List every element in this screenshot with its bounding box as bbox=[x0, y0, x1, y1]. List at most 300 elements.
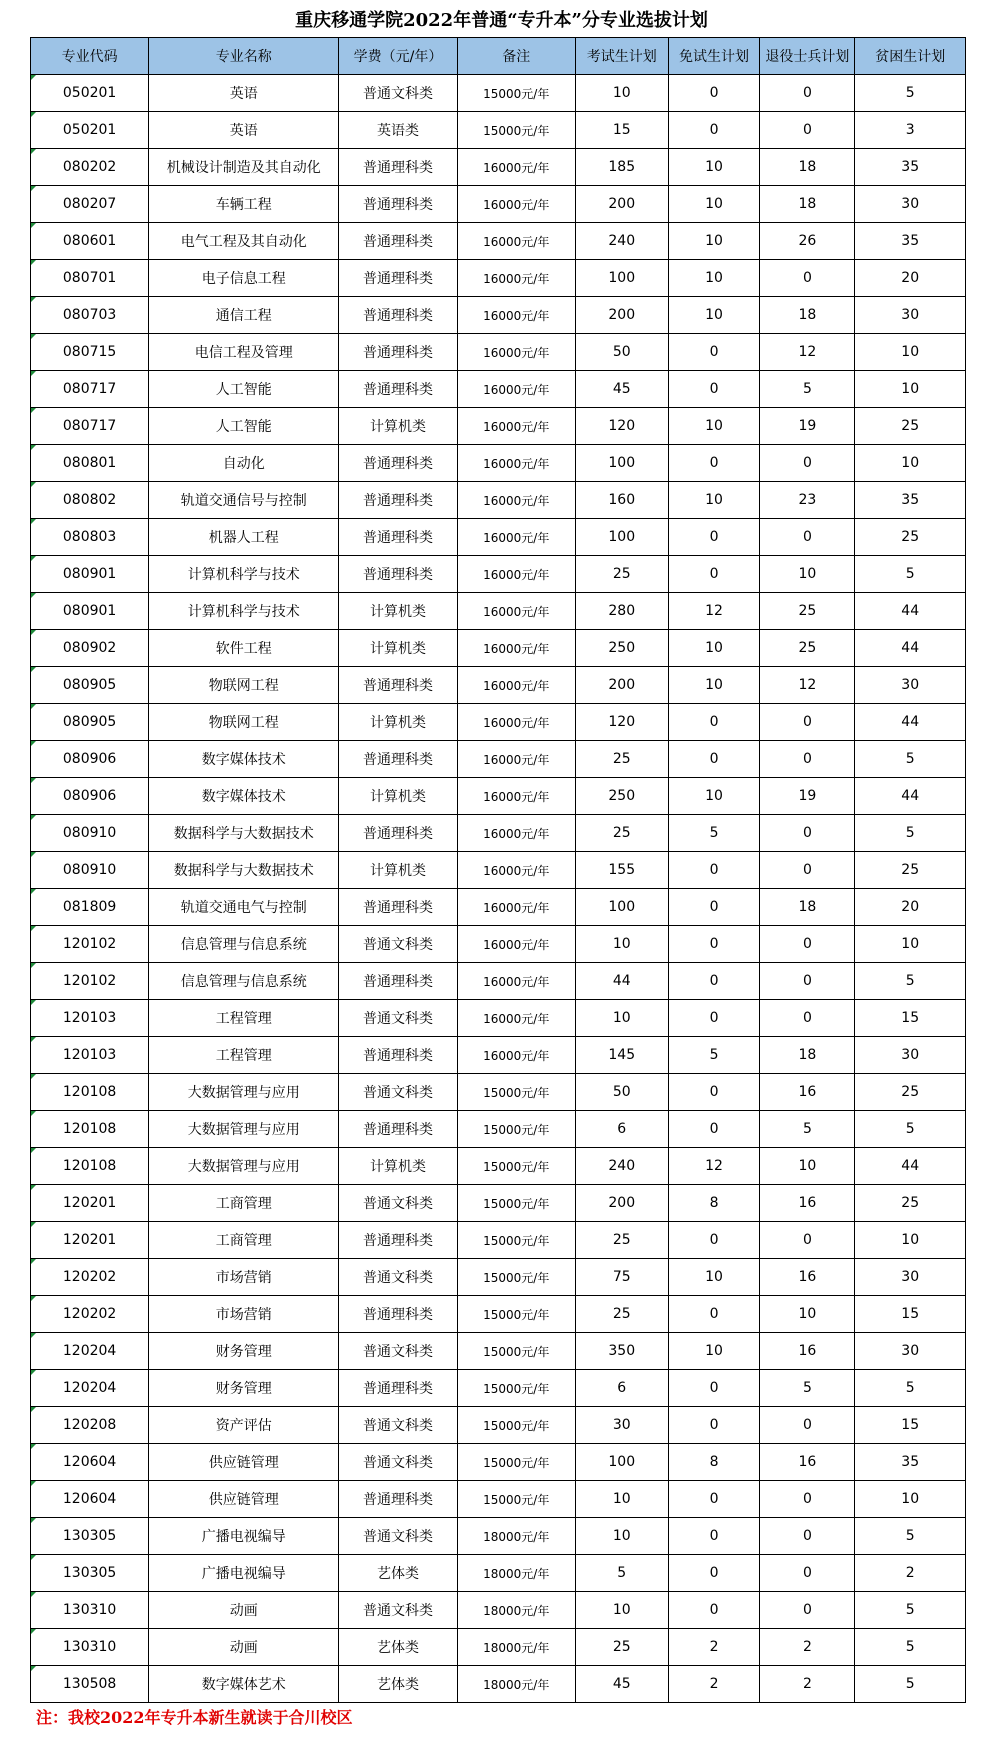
cell-note: 16000元/年 bbox=[457, 1037, 575, 1074]
table-row bbox=[31, 556, 966, 593]
cell-exam-plan: 6 bbox=[575, 1111, 668, 1148]
cell-veteran-plan: 0 bbox=[760, 1592, 855, 1629]
cell-exempt-plan: 0 bbox=[668, 519, 760, 556]
cell-veteran-plan: 0 bbox=[760, 1000, 855, 1037]
cell-major: 供应链管理 bbox=[149, 1444, 339, 1481]
table-row bbox=[31, 1000, 966, 1037]
cell-major: 电气工程及其自动化 bbox=[149, 223, 339, 260]
cell-note: 18000元/年 bbox=[457, 1629, 575, 1666]
cell-exempt-plan: 0 bbox=[668, 1000, 760, 1037]
cell-major: 数据科学与大数据技术 bbox=[149, 852, 339, 889]
cell-category: 艺体类 bbox=[339, 1666, 457, 1703]
cell-category: 普通文科类 bbox=[339, 75, 457, 112]
cell-code: 081809 bbox=[31, 889, 149, 926]
cell-major: 计算机科学与技术 bbox=[149, 593, 339, 630]
cell-note: 16000元/年 bbox=[457, 482, 575, 519]
cell-exempt-plan: 0 bbox=[668, 445, 760, 482]
cell-code: 080910 bbox=[31, 815, 149, 852]
cell-poverty-plan: 5 bbox=[855, 1629, 966, 1666]
cell-code: 080906 bbox=[31, 778, 149, 815]
cell-category: 普通理科类 bbox=[339, 815, 457, 852]
cell-exam-plan: 5 bbox=[575, 1555, 668, 1592]
cell-veteran-plan: 10 bbox=[760, 556, 855, 593]
cell-exempt-plan: 0 bbox=[668, 1481, 760, 1518]
cell-exempt-plan: 12 bbox=[668, 593, 760, 630]
cell-code: 120202 bbox=[31, 1259, 149, 1296]
cell-exempt-plan: 8 bbox=[668, 1185, 760, 1222]
cell-exam-plan: 120 bbox=[575, 408, 668, 445]
cell-note: 16000元/年 bbox=[457, 334, 575, 371]
cell-note: 16000元/年 bbox=[457, 593, 575, 630]
cell-category: 普通理科类 bbox=[339, 963, 457, 1000]
table-row bbox=[31, 963, 966, 1000]
cell-note: 16000元/年 bbox=[457, 519, 575, 556]
cell-code: 080801 bbox=[31, 445, 149, 482]
cell-exempt-plan: 10 bbox=[668, 186, 760, 223]
table-row bbox=[31, 112, 966, 149]
table-row bbox=[31, 1370, 966, 1407]
cell-poverty-plan: 35 bbox=[855, 1444, 966, 1481]
cell-category: 普通理科类 bbox=[339, 371, 457, 408]
cell-veteran-plan: 0 bbox=[760, 1407, 855, 1444]
col-header-poverty-plan: 贫困生计划 bbox=[855, 38, 966, 75]
cell-major: 英语 bbox=[149, 75, 339, 112]
cell-category: 普通理科类 bbox=[339, 149, 457, 186]
cell-major: 通信工程 bbox=[149, 297, 339, 334]
cell-poverty-plan: 25 bbox=[855, 1185, 966, 1222]
cell-major: 数字媒体艺术 bbox=[149, 1666, 339, 1703]
cell-category: 普通文科类 bbox=[339, 1185, 457, 1222]
cell-code: 080905 bbox=[31, 704, 149, 741]
cell-exam-plan: 200 bbox=[575, 1185, 668, 1222]
cell-major: 资产评估 bbox=[149, 1407, 339, 1444]
cell-exempt-plan: 0 bbox=[668, 1370, 760, 1407]
cell-category: 普通理科类 bbox=[339, 1111, 457, 1148]
cell-veteran-plan: 0 bbox=[760, 445, 855, 482]
cell-code: 120103 bbox=[31, 1037, 149, 1074]
cell-veteran-plan: 0 bbox=[760, 112, 855, 149]
cell-code: 130310 bbox=[31, 1629, 149, 1666]
cell-category: 普通理科类 bbox=[339, 223, 457, 260]
cell-poverty-plan: 30 bbox=[855, 667, 966, 704]
cell-exempt-plan: 0 bbox=[668, 926, 760, 963]
cell-exam-plan: 25 bbox=[575, 1296, 668, 1333]
cell-veteran-plan: 18 bbox=[760, 889, 855, 926]
cell-note: 16000元/年 bbox=[457, 852, 575, 889]
cell-poverty-plan: 30 bbox=[855, 1259, 966, 1296]
cell-exempt-plan: 2 bbox=[668, 1629, 760, 1666]
cell-exempt-plan: 0 bbox=[668, 1407, 760, 1444]
cell-category: 普通理科类 bbox=[339, 889, 457, 926]
cell-category: 计算机类 bbox=[339, 1148, 457, 1185]
cell-major: 工商管理 bbox=[149, 1185, 339, 1222]
table-row bbox=[31, 1259, 966, 1296]
cell-category: 普通文科类 bbox=[339, 1407, 457, 1444]
cell-exam-plan: 100 bbox=[575, 519, 668, 556]
cell-exam-plan: 45 bbox=[575, 371, 668, 408]
cell-category: 艺体类 bbox=[339, 1629, 457, 1666]
cell-note: 15000元/年 bbox=[457, 1296, 575, 1333]
cell-poverty-plan: 44 bbox=[855, 704, 966, 741]
table-row bbox=[31, 260, 966, 297]
cell-exempt-plan: 5 bbox=[668, 1037, 760, 1074]
cell-veteran-plan: 16 bbox=[760, 1074, 855, 1111]
cell-exempt-plan: 5 bbox=[668, 815, 760, 852]
table-row bbox=[31, 778, 966, 815]
cell-veteran-plan: 5 bbox=[760, 371, 855, 408]
cell-note: 15000元/年 bbox=[457, 112, 575, 149]
cell-code: 080906 bbox=[31, 741, 149, 778]
cell-note: 15000元/年 bbox=[457, 1074, 575, 1111]
cell-exam-plan: 120 bbox=[575, 704, 668, 741]
cell-veteran-plan: 0 bbox=[760, 963, 855, 1000]
cell-major: 市场营销 bbox=[149, 1296, 339, 1333]
table-row bbox=[31, 1444, 966, 1481]
header-row bbox=[31, 38, 966, 75]
cell-major: 自动化 bbox=[149, 445, 339, 482]
cell-exam-plan: 75 bbox=[575, 1259, 668, 1296]
cell-veteran-plan: 10 bbox=[760, 1148, 855, 1185]
cell-poverty-plan: 15 bbox=[855, 1296, 966, 1333]
cell-veteran-plan: 0 bbox=[760, 704, 855, 741]
cell-poverty-plan: 44 bbox=[855, 778, 966, 815]
cell-note: 16000元/年 bbox=[457, 630, 575, 667]
table-row bbox=[31, 741, 966, 778]
cell-poverty-plan: 10 bbox=[855, 926, 966, 963]
cell-major: 财务管理 bbox=[149, 1333, 339, 1370]
cell-category: 普通理科类 bbox=[339, 741, 457, 778]
cell-category: 英语类 bbox=[339, 112, 457, 149]
cell-note: 15000元/年 bbox=[457, 1333, 575, 1370]
cell-poverty-plan: 5 bbox=[855, 1518, 966, 1555]
cell-poverty-plan: 44 bbox=[855, 630, 966, 667]
cell-note: 16000元/年 bbox=[457, 741, 575, 778]
cell-poverty-plan: 15 bbox=[855, 1407, 966, 1444]
cell-exempt-plan: 10 bbox=[668, 630, 760, 667]
cell-major: 广播电视编导 bbox=[149, 1555, 339, 1592]
cell-veteran-plan: 16 bbox=[760, 1444, 855, 1481]
cell-note: 16000元/年 bbox=[457, 1000, 575, 1037]
cell-category: 计算机类 bbox=[339, 778, 457, 815]
cell-poverty-plan: 10 bbox=[855, 1222, 966, 1259]
cell-code: 130305 bbox=[31, 1555, 149, 1592]
cell-exempt-plan: 10 bbox=[668, 408, 760, 445]
cell-poverty-plan: 5 bbox=[855, 75, 966, 112]
cell-exam-plan: 25 bbox=[575, 1629, 668, 1666]
cell-exempt-plan: 0 bbox=[668, 556, 760, 593]
cell-exam-plan: 25 bbox=[575, 815, 668, 852]
cell-note: 15000元/年 bbox=[457, 75, 575, 112]
col-header-major: 专业名称 bbox=[149, 38, 339, 75]
table-row bbox=[31, 1629, 966, 1666]
col-header-fee: 学费（元/年） bbox=[339, 38, 457, 75]
cell-veteran-plan: 0 bbox=[760, 260, 855, 297]
cell-code: 050201 bbox=[31, 112, 149, 149]
cell-exempt-plan: 0 bbox=[668, 852, 760, 889]
cell-veteran-plan: 18 bbox=[760, 1037, 855, 1074]
cell-veteran-plan: 0 bbox=[760, 852, 855, 889]
cell-major: 工商管理 bbox=[149, 1222, 339, 1259]
cell-exam-plan: 200 bbox=[575, 667, 668, 704]
cell-poverty-plan: 25 bbox=[855, 519, 966, 556]
cell-note: 16000元/年 bbox=[457, 778, 575, 815]
cell-exam-plan: 240 bbox=[575, 223, 668, 260]
cell-exam-plan: 250 bbox=[575, 778, 668, 815]
table-row bbox=[31, 815, 966, 852]
cell-category: 普通文科类 bbox=[339, 1444, 457, 1481]
cell-major: 轨道交通信号与控制 bbox=[149, 482, 339, 519]
cell-veteran-plan: 18 bbox=[760, 149, 855, 186]
cell-category: 普通理科类 bbox=[339, 482, 457, 519]
cell-major: 财务管理 bbox=[149, 1370, 339, 1407]
table-row bbox=[31, 371, 966, 408]
cell-note: 16000元/年 bbox=[457, 667, 575, 704]
cell-veteran-plan: 0 bbox=[760, 741, 855, 778]
table-row bbox=[31, 889, 966, 926]
cell-category: 普通理科类 bbox=[339, 519, 457, 556]
cell-exempt-plan: 10 bbox=[668, 1259, 760, 1296]
cell-code: 120208 bbox=[31, 1407, 149, 1444]
cell-poverty-plan: 5 bbox=[855, 1370, 966, 1407]
cell-major: 工程管理 bbox=[149, 1037, 339, 1074]
table-row bbox=[31, 297, 966, 334]
cell-exam-plan: 100 bbox=[575, 889, 668, 926]
cell-poverty-plan: 15 bbox=[855, 1000, 966, 1037]
cell-poverty-plan: 20 bbox=[855, 260, 966, 297]
cell-exam-plan: 100 bbox=[575, 445, 668, 482]
table-row bbox=[31, 1037, 966, 1074]
cell-poverty-plan: 44 bbox=[855, 1148, 966, 1185]
cell-code: 080802 bbox=[31, 482, 149, 519]
table-row bbox=[31, 1407, 966, 1444]
cell-code: 130508 bbox=[31, 1666, 149, 1703]
cell-poverty-plan: 25 bbox=[855, 408, 966, 445]
cell-major: 信息管理与信息系统 bbox=[149, 963, 339, 1000]
cell-poverty-plan: 20 bbox=[855, 889, 966, 926]
cell-poverty-plan: 30 bbox=[855, 186, 966, 223]
cell-note: 16000元/年 bbox=[457, 963, 575, 1000]
cell-veteran-plan: 5 bbox=[760, 1111, 855, 1148]
cell-exam-plan: 10 bbox=[575, 1000, 668, 1037]
cell-code: 080703 bbox=[31, 297, 149, 334]
cell-code: 120102 bbox=[31, 963, 149, 1000]
cell-code: 130310 bbox=[31, 1592, 149, 1629]
cell-note: 16000元/年 bbox=[457, 371, 575, 408]
table-row bbox=[31, 926, 966, 963]
cell-note: 16000元/年 bbox=[457, 223, 575, 260]
cell-exempt-plan: 0 bbox=[668, 1592, 760, 1629]
cell-veteran-plan: 0 bbox=[760, 815, 855, 852]
cell-veteran-plan: 12 bbox=[760, 334, 855, 371]
cell-major: 电信工程及管理 bbox=[149, 334, 339, 371]
cell-major: 人工智能 bbox=[149, 408, 339, 445]
cell-major: 市场营销 bbox=[149, 1259, 339, 1296]
table-row bbox=[31, 1518, 966, 1555]
table-row bbox=[31, 1555, 966, 1592]
cell-exempt-plan: 0 bbox=[668, 1222, 760, 1259]
cell-veteran-plan: 19 bbox=[760, 778, 855, 815]
cell-note: 16000元/年 bbox=[457, 556, 575, 593]
cell-code: 130305 bbox=[31, 1518, 149, 1555]
cell-exempt-plan: 10 bbox=[668, 149, 760, 186]
cell-code: 050201 bbox=[31, 75, 149, 112]
cell-category: 艺体类 bbox=[339, 1555, 457, 1592]
table-body bbox=[31, 75, 966, 1703]
cell-category: 普通文科类 bbox=[339, 1518, 457, 1555]
table-row bbox=[31, 334, 966, 371]
cell-exempt-plan: 10 bbox=[668, 1333, 760, 1370]
table-row bbox=[31, 1481, 966, 1518]
cell-code: 080717 bbox=[31, 371, 149, 408]
cell-major: 物联网工程 bbox=[149, 667, 339, 704]
cell-poverty-plan: 10 bbox=[855, 1481, 966, 1518]
cell-major: 轨道交通电气与控制 bbox=[149, 889, 339, 926]
cell-poverty-plan: 10 bbox=[855, 371, 966, 408]
cell-category: 普通理科类 bbox=[339, 1481, 457, 1518]
cell-exam-plan: 250 bbox=[575, 630, 668, 667]
cell-poverty-plan: 5 bbox=[855, 556, 966, 593]
cell-exam-plan: 350 bbox=[575, 1333, 668, 1370]
table-row bbox=[31, 1148, 966, 1185]
cell-veteran-plan: 18 bbox=[760, 186, 855, 223]
cell-poverty-plan: 5 bbox=[855, 1592, 966, 1629]
cell-poverty-plan: 30 bbox=[855, 297, 966, 334]
cell-exempt-plan: 10 bbox=[668, 482, 760, 519]
table-row bbox=[31, 630, 966, 667]
cell-exempt-plan: 0 bbox=[668, 1074, 760, 1111]
cell-note: 16000元/年 bbox=[457, 297, 575, 334]
cell-exempt-plan: 10 bbox=[668, 260, 760, 297]
cell-poverty-plan: 25 bbox=[855, 1074, 966, 1111]
cell-poverty-plan: 35 bbox=[855, 149, 966, 186]
cell-poverty-plan: 44 bbox=[855, 593, 966, 630]
cell-category: 计算机类 bbox=[339, 593, 457, 630]
cell-exempt-plan: 10 bbox=[668, 778, 760, 815]
cell-veteran-plan: 16 bbox=[760, 1259, 855, 1296]
cell-code: 120108 bbox=[31, 1111, 149, 1148]
table-row bbox=[31, 1296, 966, 1333]
table-row bbox=[31, 852, 966, 889]
cell-exam-plan: 10 bbox=[575, 1481, 668, 1518]
cell-poverty-plan: 30 bbox=[855, 1333, 966, 1370]
cell-category: 普通理科类 bbox=[339, 1222, 457, 1259]
cell-category: 普通文科类 bbox=[339, 1333, 457, 1370]
table-row bbox=[31, 149, 966, 186]
cell-category: 普通理科类 bbox=[339, 1037, 457, 1074]
cell-exam-plan: 6 bbox=[575, 1370, 668, 1407]
plan-table bbox=[30, 37, 966, 1703]
table-row bbox=[31, 667, 966, 704]
cell-poverty-plan: 5 bbox=[855, 963, 966, 1000]
cell-code: 080701 bbox=[31, 260, 149, 297]
cell-veteran-plan: 0 bbox=[760, 1481, 855, 1518]
cell-exam-plan: 44 bbox=[575, 963, 668, 1000]
cell-note: 16000元/年 bbox=[457, 704, 575, 741]
cell-major: 软件工程 bbox=[149, 630, 339, 667]
cell-exam-plan: 25 bbox=[575, 1222, 668, 1259]
cell-veteran-plan: 2 bbox=[760, 1666, 855, 1703]
cell-category: 普通文科类 bbox=[339, 1259, 457, 1296]
table-row bbox=[31, 1222, 966, 1259]
cell-code: 080601 bbox=[31, 223, 149, 260]
cell-code: 080715 bbox=[31, 334, 149, 371]
cell-exam-plan: 160 bbox=[575, 482, 668, 519]
cell-code: 120102 bbox=[31, 926, 149, 963]
cell-exempt-plan: 0 bbox=[668, 1296, 760, 1333]
cell-major: 数据科学与大数据技术 bbox=[149, 815, 339, 852]
cell-veteran-plan: 5 bbox=[760, 1370, 855, 1407]
cell-code: 080905 bbox=[31, 667, 149, 704]
cell-category: 普通理科类 bbox=[339, 297, 457, 334]
cell-exempt-plan: 0 bbox=[668, 112, 760, 149]
cell-poverty-plan: 10 bbox=[855, 334, 966, 371]
cell-exam-plan: 155 bbox=[575, 852, 668, 889]
cell-major: 机械设计制造及其自动化 bbox=[149, 149, 339, 186]
table-row bbox=[31, 1074, 966, 1111]
cell-exempt-plan: 12 bbox=[668, 1148, 760, 1185]
cell-code: 120108 bbox=[31, 1074, 149, 1111]
cell-major: 信息管理与信息系统 bbox=[149, 926, 339, 963]
cell-poverty-plan: 3 bbox=[855, 112, 966, 149]
cell-exam-plan: 200 bbox=[575, 297, 668, 334]
cell-veteran-plan: 25 bbox=[760, 593, 855, 630]
cell-note: 15000元/年 bbox=[457, 1222, 575, 1259]
cell-category: 普通文科类 bbox=[339, 926, 457, 963]
cell-code: 120108 bbox=[31, 1148, 149, 1185]
cell-note: 16000元/年 bbox=[457, 445, 575, 482]
table-row bbox=[31, 1666, 966, 1703]
cell-code: 120204 bbox=[31, 1370, 149, 1407]
cell-exam-plan: 15 bbox=[575, 112, 668, 149]
cell-exam-plan: 50 bbox=[575, 334, 668, 371]
table-row bbox=[31, 75, 966, 112]
table-row bbox=[31, 593, 966, 630]
cell-code: 080901 bbox=[31, 556, 149, 593]
cell-exam-plan: 100 bbox=[575, 1444, 668, 1481]
cell-major: 车辆工程 bbox=[149, 186, 339, 223]
cell-note: 16000元/年 bbox=[457, 408, 575, 445]
cell-veteran-plan: 10 bbox=[760, 1296, 855, 1333]
cell-exam-plan: 10 bbox=[575, 75, 668, 112]
cell-exempt-plan: 10 bbox=[668, 223, 760, 260]
cell-note: 15000元/年 bbox=[457, 1259, 575, 1296]
cell-veteran-plan: 18 bbox=[760, 297, 855, 334]
cell-code: 120201 bbox=[31, 1222, 149, 1259]
cell-poverty-plan: 2 bbox=[855, 1555, 966, 1592]
cell-category: 计算机类 bbox=[339, 704, 457, 741]
cell-major: 大数据管理与应用 bbox=[149, 1111, 339, 1148]
cell-poverty-plan: 35 bbox=[855, 482, 966, 519]
cell-note: 15000元/年 bbox=[457, 1148, 575, 1185]
cell-exam-plan: 280 bbox=[575, 593, 668, 630]
cell-veteran-plan: 2 bbox=[760, 1629, 855, 1666]
cell-category: 普通文科类 bbox=[339, 1000, 457, 1037]
cell-code: 080202 bbox=[31, 149, 149, 186]
cell-major: 物联网工程 bbox=[149, 704, 339, 741]
cell-category: 普通理科类 bbox=[339, 186, 457, 223]
cell-note: 16000元/年 bbox=[457, 260, 575, 297]
cell-major: 英语 bbox=[149, 112, 339, 149]
cell-exempt-plan: 0 bbox=[668, 371, 760, 408]
cell-major: 动画 bbox=[149, 1592, 339, 1629]
cell-exam-plan: 10 bbox=[575, 926, 668, 963]
table-row bbox=[31, 482, 966, 519]
cell-category: 普通理科类 bbox=[339, 556, 457, 593]
table-row bbox=[31, 1111, 966, 1148]
cell-poverty-plan: 35 bbox=[855, 223, 966, 260]
cell-note: 18000元/年 bbox=[457, 1518, 575, 1555]
cell-code: 080207 bbox=[31, 186, 149, 223]
